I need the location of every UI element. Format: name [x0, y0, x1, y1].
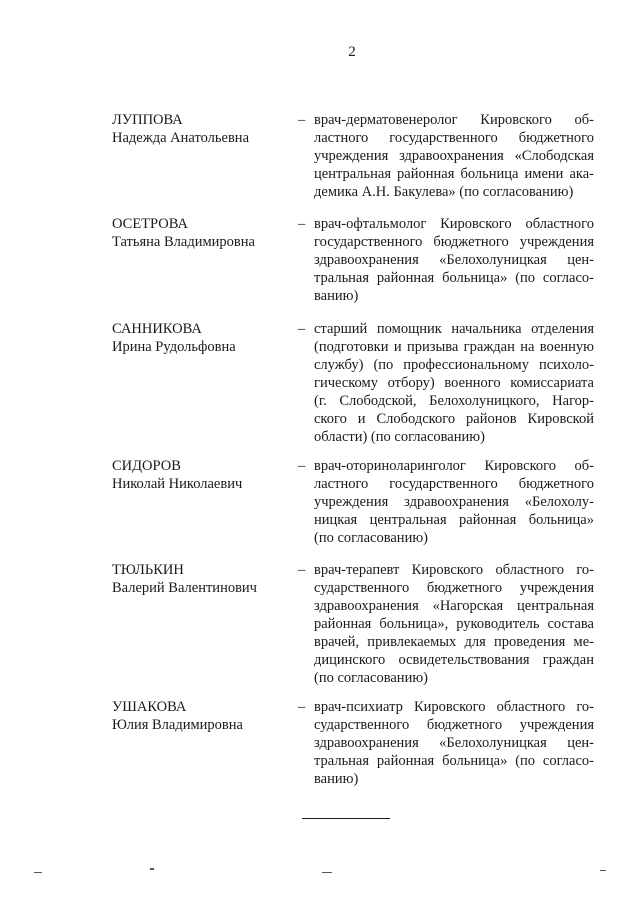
scan-speck: [322, 872, 332, 873]
member-name: [112, 561, 287, 597]
entry-dash: –: [298, 321, 306, 337]
role-line: здравоохранения «Нагорская центральная: [314, 598, 594, 614]
member-given-names: Ирина Рудольфовна: [112, 339, 236, 355]
entry-dash: –: [298, 458, 306, 474]
role-line: врач-оториноларинголог Кировского об-: [314, 458, 594, 474]
role-line: сударственного бюджетного учреждения: [314, 580, 594, 596]
role-line: сударственного бюджетного учреждения: [314, 717, 594, 733]
member-name: [112, 698, 287, 734]
member-name: [112, 111, 287, 147]
member-given-names: Юлия Владимировна: [112, 717, 243, 733]
role-line: государственного бюджетного учреждения: [314, 234, 594, 250]
member-surname: УШАКОВА: [112, 699, 187, 715]
member-given-names: Татьяна Владимировна: [112, 234, 255, 250]
member-role: [314, 457, 594, 547]
role-line: ского и Слободского районов Кировской: [314, 411, 594, 427]
role-line: старший помощник начальника отделения: [314, 321, 594, 337]
role-line: врач-дерматовенеролог Кировского об-: [314, 112, 594, 128]
role-line: дицинского освидетельствования граждан: [314, 652, 594, 668]
scan-speck: [34, 872, 42, 873]
role-line: тральная районная больница» (по согласо-: [314, 753, 594, 769]
member-surname: ТЮЛЬКИН: [112, 562, 184, 578]
member-role: [314, 698, 594, 788]
role-line: службу) (по профессиональному психоло-: [314, 357, 594, 373]
role-line: врачей, привлекаемых для проведения ме-: [314, 634, 594, 650]
role-line: центральная районная больница имени ака-: [314, 166, 594, 182]
closing-rule: [302, 818, 390, 819]
member-role: [314, 215, 594, 305]
member-given-names: Надежда Анатольевна: [112, 130, 249, 146]
role-line: (по согласованию): [314, 670, 428, 686]
member-name: [112, 215, 287, 251]
entry-dash: –: [298, 699, 306, 715]
page-number: 2: [348, 44, 356, 60]
member-name: [112, 320, 287, 356]
role-line: ванию): [314, 771, 359, 787]
entry-dash: –: [298, 112, 306, 128]
member-surname: ОСЕТРОВА: [112, 216, 188, 232]
role-line: здравоохранения «Белохолуницкая цен-: [314, 735, 594, 751]
role-line: ванию): [314, 288, 359, 304]
role-line: врач-психиатр Кировского областного го-: [314, 699, 594, 715]
member-surname: САННИКОВА: [112, 321, 202, 337]
member-name: [112, 457, 287, 493]
member-role: [314, 320, 594, 446]
role-line: ницкая центральная районная больница»: [314, 512, 594, 528]
member-surname: СИДОРОВ: [112, 458, 181, 474]
role-line: тральная районная больница» (по согласо-: [314, 270, 594, 286]
role-line: области) (по согласованию): [314, 429, 485, 445]
role-line: (подготовки и призыва граждан на военную: [314, 339, 594, 355]
member-surname: ЛУППОВА: [112, 112, 183, 128]
role-line: демика А.Н. Бакулева» (по согласованию): [314, 184, 574, 200]
role-line: врач-офтальмолог Кировского областного: [314, 216, 594, 232]
role-line: ластного государственного бюджетного: [314, 130, 594, 146]
role-line: гическому отбору) военного комиссариата: [314, 375, 594, 391]
role-line: районная больница», руководитель состава: [314, 616, 594, 632]
scan-speck: [150, 868, 154, 870]
member-role: [314, 111, 594, 201]
role-line: ластного государственного бюджетного: [314, 476, 594, 492]
member-given-names: Валерий Валентинович: [112, 580, 257, 596]
entry-dash: –: [298, 216, 306, 232]
role-line: врач-терапевт Кировского областного го-: [314, 562, 594, 578]
role-line: (по согласованию): [314, 530, 428, 546]
member-given-names: Николай Николаевич: [112, 476, 243, 492]
scan-speck: [600, 870, 606, 871]
role-line: (г. Слободской, Белохолуницкого, Нагор-: [314, 393, 594, 409]
role-line: учреждения здравоохранения «Слободская: [314, 148, 594, 164]
member-role: [314, 561, 594, 687]
entry-dash: –: [298, 562, 306, 578]
role-line: учреждения здравоохранения «Белохолу-: [314, 494, 594, 510]
role-line: здравоохранения «Белохолуницкая цен-: [314, 252, 594, 268]
